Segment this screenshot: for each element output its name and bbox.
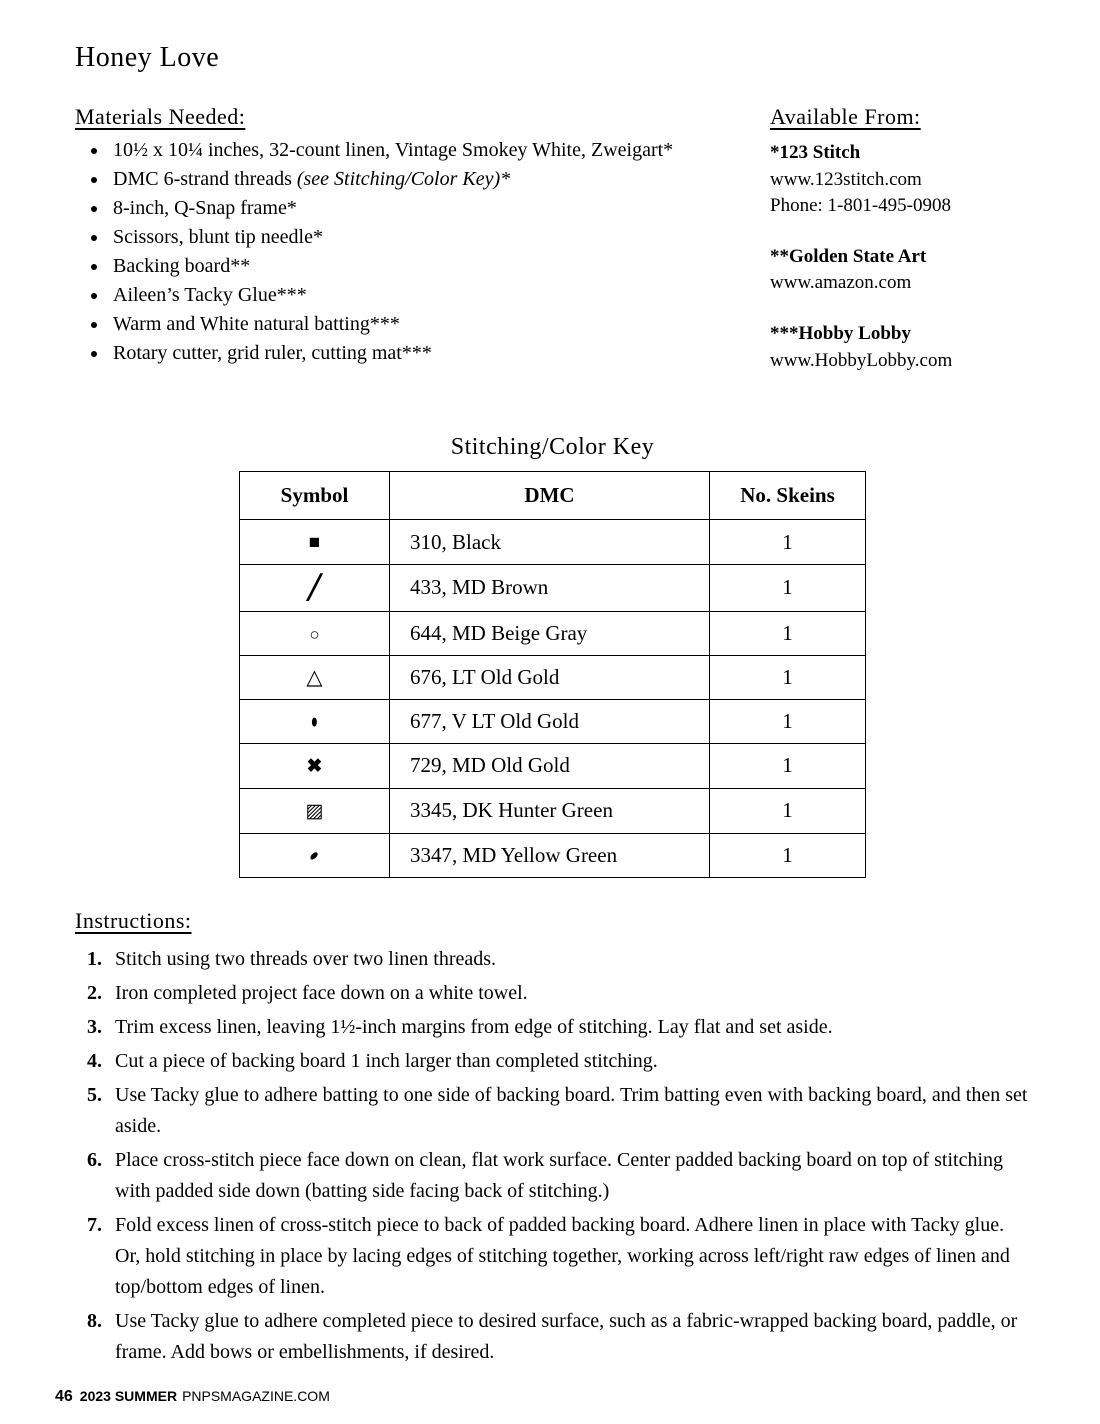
dmc-value: 644, MD Beige Gray — [390, 611, 710, 655]
dmc-value: 3345, DK Hunter Green — [390, 788, 710, 833]
color-key-row — [240, 788, 866, 833]
symbol-cell — [240, 743, 390, 788]
page-footer — [55, 1388, 330, 1406]
dmc-value: 677, V LT Old Gold — [390, 699, 710, 743]
materials-item-text: Aileen’s Tacky Glue*** — [113, 284, 307, 306]
instructions-section — [75, 908, 1030, 1368]
color-key-row — [240, 833, 866, 877]
instruction-step-text: Place cross-stitch piece face down on clean, flat work surface. Center padded backing board on top of stitching with padded side down (batting side facing back of stitching.) — [115, 1148, 1004, 1202]
instruction-step — [107, 1145, 1030, 1207]
skeins-value: 1 — [710, 699, 866, 743]
issue-label: 2023 SUMMER — [79, 1388, 178, 1404]
materials-item-text: Scissors, blunt tip needle* — [113, 226, 323, 248]
materials-item-text: 10½ x 10¼ inches, 32-count linen, Vintage Smokey White, Zweigart* — [113, 139, 674, 161]
color-key-section — [75, 434, 1030, 878]
color-key-row — [240, 520, 866, 565]
materials-section — [75, 104, 740, 372]
symbol-cell — [240, 564, 390, 611]
instruction-step-text: Trim excess linen, leaving 1½-inch margins from edge of stitching. Lay flat and set aside. — [115, 1015, 833, 1038]
materials-item-text: Warm and White natural batting*** — [113, 313, 400, 335]
materials-item-italic: (see Stitching/Color Key)* — [296, 168, 511, 190]
materials-item — [109, 343, 740, 364]
materials-item-text: Rotary cutter, grid ruler, cutting mat*** — [113, 342, 432, 364]
skeins-value: 1 — [710, 564, 866, 611]
materials-item — [109, 198, 740, 219]
vendor-name: ***Hobby Lobby — [770, 322, 911, 344]
color-key-row — [240, 743, 866, 788]
skeins-value: 1 — [710, 520, 866, 565]
skeins-value: 1 — [710, 788, 866, 833]
color-key-row — [240, 611, 866, 655]
vendor-phone: Phone: 1-801-495-0908 — [770, 195, 952, 217]
instruction-step — [107, 1046, 1030, 1077]
instruction-step — [107, 1210, 1030, 1303]
dmc-value: 433, MD Brown — [390, 564, 710, 611]
instruction-step-text: Use Tacky glue to adhere completed piece to desired surface, such as a fabric-wrapped backing board, paddle, or frame. Add bows or embellishments, if desired. — [115, 1309, 1018, 1363]
instructions-heading: Instructions: — [75, 907, 192, 933]
column-header-symbol: Symbol — [240, 472, 390, 520]
vendor-golden-state-art — [770, 244, 1030, 297]
instruction-step-text: Cut a piece of backing board 1 inch larger than completed stitching. — [115, 1049, 658, 1072]
materials-item — [109, 314, 740, 335]
filled-vertical-ellipse-icon: ● — [311, 708, 318, 733]
vendor-name: *123 Stitch — [770, 142, 861, 163]
skeins-value: 1 — [710, 833, 866, 877]
available-from-heading: Available From: — [770, 104, 921, 129]
vendor-hobby-lobby — [770, 321, 1030, 374]
symbol-cell — [240, 611, 390, 655]
top-section — [75, 104, 1030, 398]
page-number: 46 — [55, 1388, 73, 1405]
materials-list — [75, 140, 740, 364]
instruction-step-text: Stitch using two threads over two linen threads. — [115, 947, 497, 970]
materials-item — [109, 256, 740, 277]
instruction-step — [107, 978, 1030, 1009]
instruction-step — [107, 1306, 1030, 1368]
vendor-website: www.amazon.com — [770, 272, 912, 294]
symbol-cell — [240, 520, 390, 565]
column-header-skeins: No. Skeins — [710, 472, 866, 520]
hatched-square-icon: ▨ — [305, 800, 324, 822]
dmc-value: 3347, MD Yellow Green — [390, 833, 710, 877]
materials-item-text: DMC 6-strand threads — [113, 168, 297, 190]
skeins-value: 1 — [710, 655, 866, 699]
available-from-section — [770, 104, 1030, 398]
color-key-row — [240, 699, 866, 743]
magazine-site: PNPSMAGAZINE.COM — [182, 1388, 330, 1404]
color-key-header-row — [240, 472, 866, 520]
instruction-step — [107, 1080, 1030, 1142]
heavy-x-icon: ✖ — [306, 755, 323, 777]
vendor-website: www.123stitch.com — [770, 168, 922, 190]
color-key-table — [239, 471, 866, 878]
instruction-step-text: Use Tacky glue to adhere batting to one side of backing board. Trim batting even with backing board, and then set aside. — [115, 1083, 1028, 1137]
diagonal-line-icon: ╱ — [307, 574, 322, 600]
instruction-step — [107, 1012, 1030, 1043]
dmc-value: 310, Black — [390, 520, 710, 565]
filled-square-icon: ■ — [308, 532, 321, 554]
circle-outline-icon: ○ — [309, 624, 320, 644]
symbol-cell — [240, 699, 390, 743]
vendor-name: **Golden State Art — [770, 245, 927, 267]
filled-slanted-ellipse-icon: ● — [303, 843, 326, 866]
materials-item-text: Backing board** — [113, 255, 251, 277]
materials-item-text: 8-inch, Q-Snap frame* — [113, 197, 297, 219]
symbol-cell — [240, 788, 390, 833]
materials-item — [109, 285, 740, 306]
instruction-step — [107, 944, 1030, 975]
symbol-cell — [240, 655, 390, 699]
dmc-value: 676, LT Old Gold — [390, 655, 710, 699]
vendor-123stitch — [770, 140, 1030, 220]
materials-item — [109, 227, 740, 248]
color-key-row — [240, 655, 866, 699]
page-title: Honey Love — [75, 42, 220, 73]
instruction-step-text: Fold excess linen of cross-stitch piece to back of padded backing board. Adhere linen in place with Tacky glue. Or, hold stitching in place by lacing edges of stitching together, working across left/right raw edges of linen and top/bottom edges of linen. — [115, 1213, 1010, 1298]
vendor-website: www.HobbyLobby.com — [770, 349, 953, 371]
column-header-dmc: DMC — [390, 472, 710, 520]
skeins-value: 1 — [710, 743, 866, 788]
triangle-outline-icon: △ — [306, 664, 323, 689]
materials-heading: Materials Needed: — [75, 104, 246, 129]
skeins-value: 1 — [710, 611, 866, 655]
symbol-cell — [240, 833, 390, 877]
materials-item — [109, 169, 740, 190]
color-key-title: Stitching/Color Key — [450, 434, 655, 461]
color-key-row — [240, 564, 866, 611]
dmc-value: 729, MD Old Gold — [390, 743, 710, 788]
materials-item — [109, 140, 740, 161]
instructions-list — [75, 944, 1030, 1368]
instruction-step-text: Iron completed project face down on a white towel. — [115, 981, 528, 1004]
